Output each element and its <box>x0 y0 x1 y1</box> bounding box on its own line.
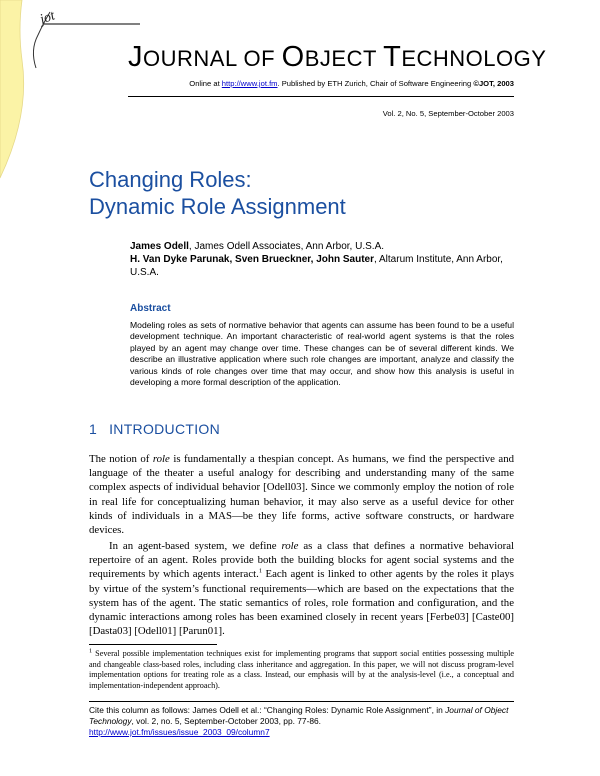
paragraph-1: The notion of role is fundamentally a thespian concept. As humans, we find the perspective and language of the theater a useful analogy for describing and understanding many of the same complex aspects of individual behavior [Odell03]. Since we commonly employ the notion of role in real life for conceptualizing human behavior, it may also serve as a useful device for other kinds of individuals in a MAS—be they life forms, active software constructs, or hardware devices. <box>89 453 514 537</box>
abstract-text: Modeling roles as sets of normative behavior that agents can assume has been found to be a useful development technique. An important characteristic of real-world agent systems is that the roles played by an agent may change over time. These changes can be of several different kinds. We describe an illustrative application where such role changes are important, analyze and classify the various kinds of role changes over time that may occur, and show how this analysis is useful in developing a more formal description of the application. <box>130 320 514 388</box>
section-heading: 1 INTRODUCTION <box>89 421 221 437</box>
author-list: James Odell, James Odell Associates, Ann Arbor, U.S.A. H. Van Dyke Parunak, Sven Brueckner, John Sauter, Altarum Institute, Ann Arbor, U.S.A. <box>130 241 503 278</box>
author-name: James Odell <box>130 241 189 252</box>
footnote: $^1$ Several possible implementation techniques exist for implementing programs that support social entities possessing multiple and changeable class-based roles, including class inheritance and aggregation. In this paper, we will not discuss program-level implementation options for treating role as a class. Instead, our emphasis will by at the analysis-level (i.e., a conceptual and implementation-independent approach). <box>89 647 514 690</box>
abstract-heading: Abstract <box>130 303 171 314</box>
logo-text: jot <box>37 8 57 28</box>
author-names: H. Van Dyke Parunak, Sven Brueckner, John Sauter <box>130 254 374 265</box>
footnote-divider <box>89 644 217 645</box>
paragraph-2: In an agent-based system, we define role as a class that defines a normative behavioral repertoire of an agent. Roles provide both the building blocks for agent social systems and the requirements by which agents interact.$^1$ Each agent is linked to other agents by the roles it plays by virtue of the system’s functional requirements—which are based on the expectations that the system has of the agent. The static semantics of roles, role formation and configuration, and the dynamic interactions among roles has been examined closely in recent years [Ferbe03] [Caste00] [Dasta03] [Odell01] [Parun01]. <box>89 540 515 638</box>
journal-title: JOURNAL OF OBJECT TECHNOLOGY <box>128 41 547 73</box>
citation-divider <box>89 701 514 702</box>
jot-homepage-link[interactable]: http://www.jot.fm <box>221 79 278 88</box>
publication-line: Online at http://www.jot.fm. Published by ETH Zurich, Chair of Software Engineering ©JOT, 2003 <box>189 79 514 88</box>
citation-block: Cite this column as follows: James Odell et al.: “Changing Roles: Dynamic Role Assignment”, in Journal of Object Technology, vol. 2, no. 5, September-October 2003, pp. 77-86. http://www.jot.fm/issues/issue_2003_09/column7 <box>89 705 509 737</box>
volume-info: Vol. 2, No. 5, September-October 2003 <box>382 109 514 118</box>
article-title: Changing Roles: Dynamic Role Assignment <box>89 167 346 219</box>
header-divider <box>128 96 514 97</box>
footnote-ref: 1 <box>258 567 263 575</box>
logo-yellow-shape <box>0 0 24 178</box>
column-link[interactable]: http://www.jot.fm/issues/issue_2003_09/column7 <box>89 727 270 737</box>
